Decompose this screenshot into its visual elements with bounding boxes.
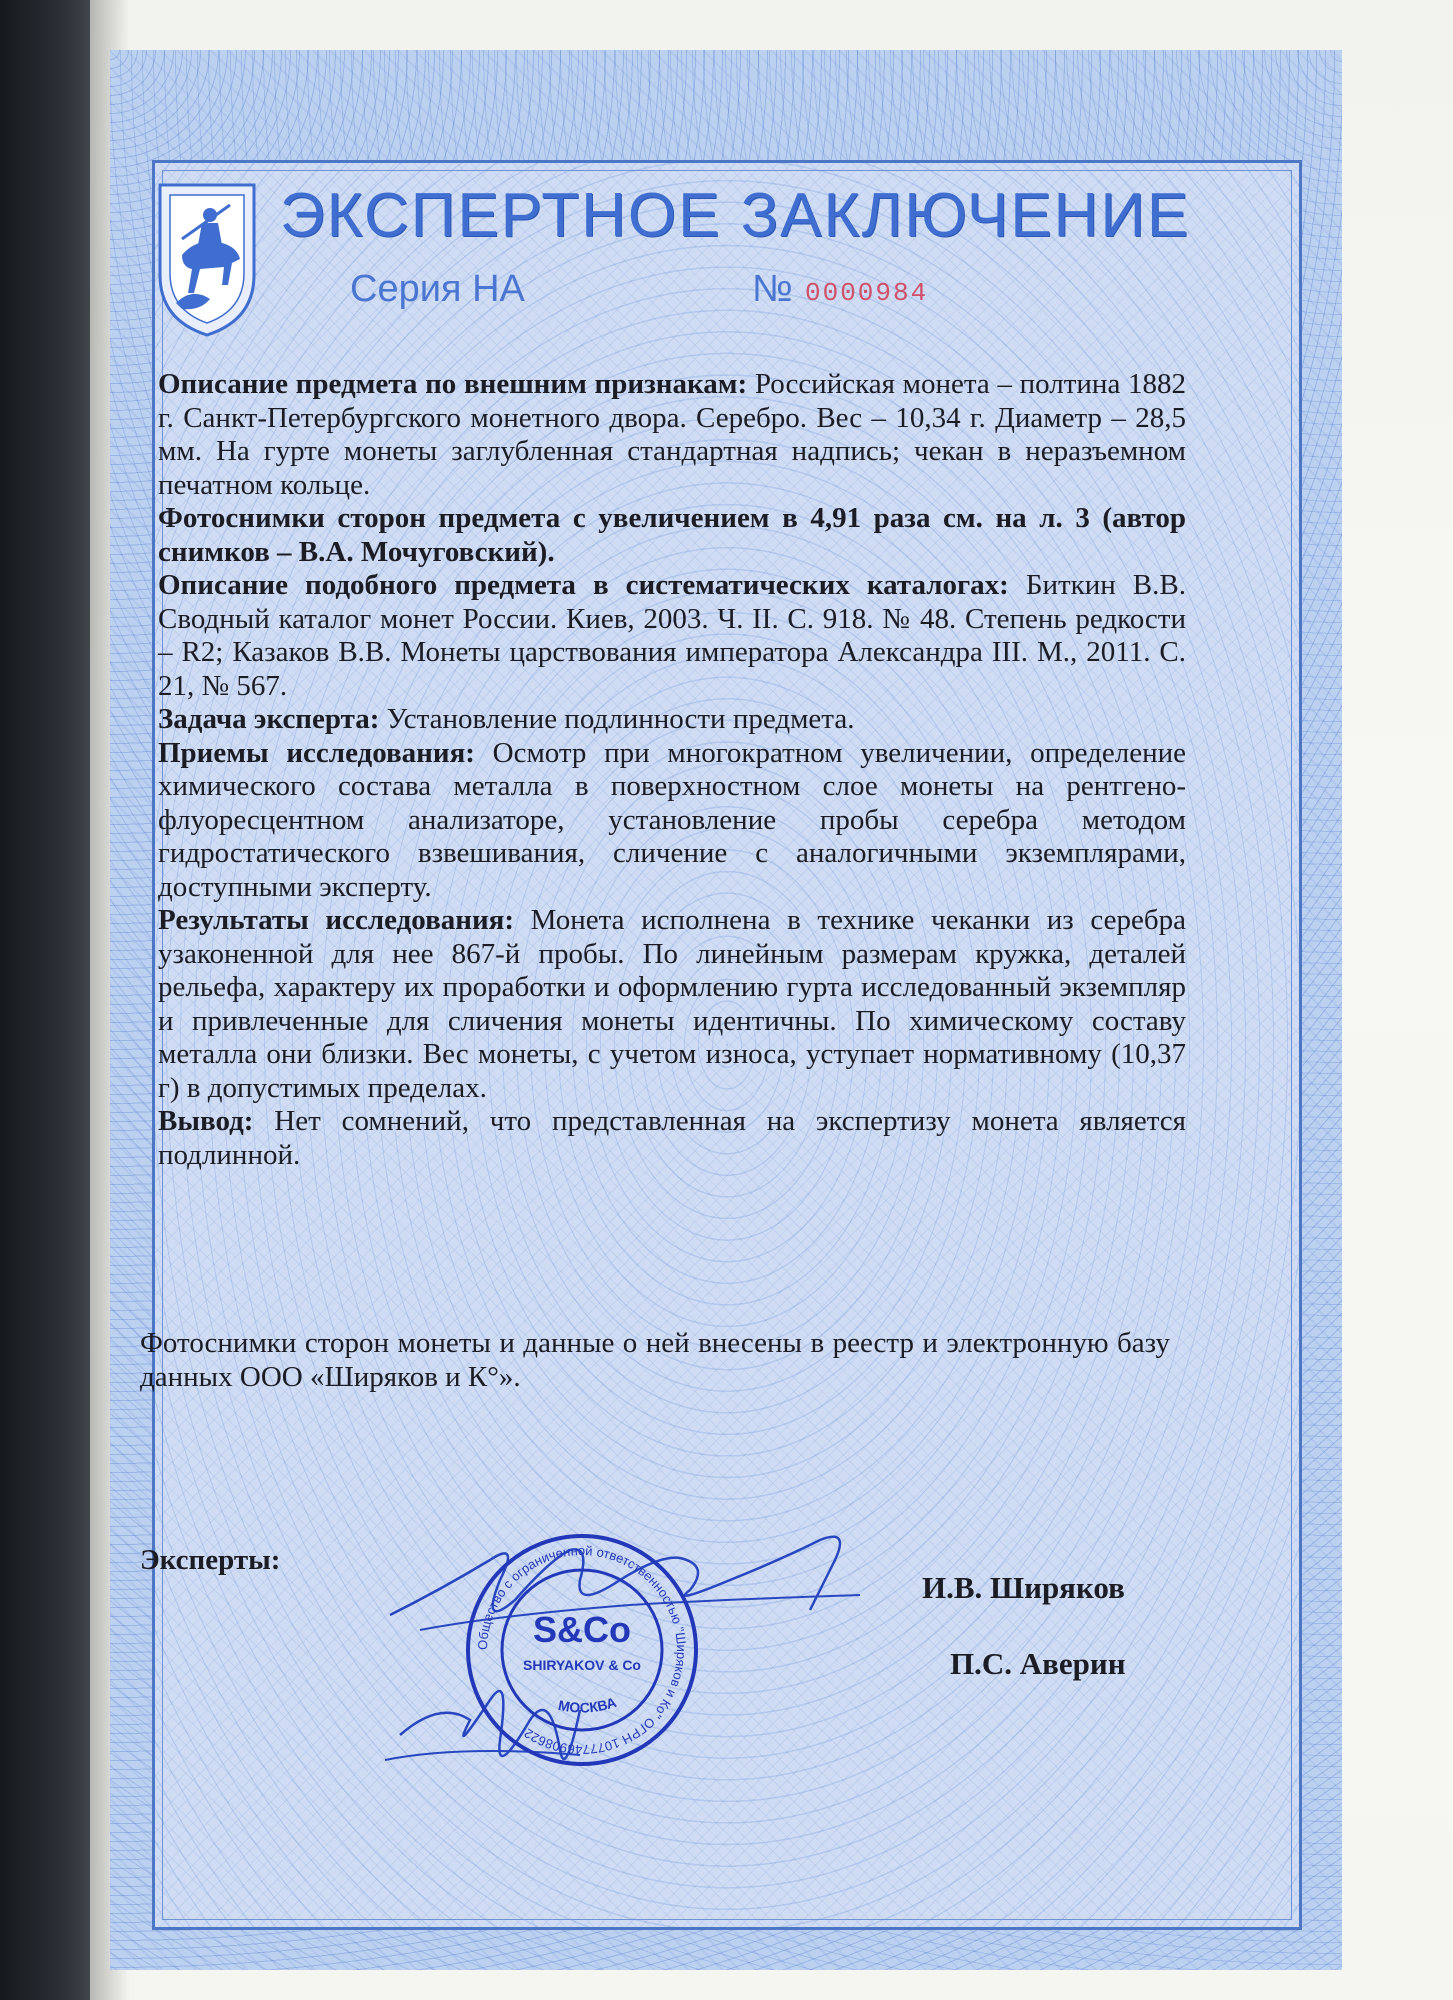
task-paragraph [158, 703, 1186, 737]
stamp-ring-text: Общество с ограниченной ответственностью "Ширяков и Ко" ОГРН 1077746908622 [474, 1542, 690, 1758]
document-title: ЭКСПЕРТНОЕ ЗАКЛЮЧЕНИЕ [280, 181, 1191, 250]
results-text: Монета исполнена в технике чеканки из серебра узаконенной для нее 867-й пробы. По линейным размерам кружка, деталей рельефа, характеру их проработки и оформлению гурта исследованный экземпляр и привлеченные для сличения монеты идентичны. По химическому составу металла они близки. Вес монеты, с учетом износа, уступает нормативному (10,37 г) в допустимых пределах. [158, 904, 1186, 1104]
stamp-company-name: SHIRYAKOV & Co [523, 1657, 641, 1673]
catalog-label: Описание подобного предмета в систематических каталогах: [158, 569, 1009, 601]
moscow-coat-of-arms-icon [152, 175, 262, 340]
task-text: Установление подлинности предмета. [386, 703, 855, 735]
document-number: 0000984 [805, 278, 929, 308]
methods-paragraph [158, 737, 1186, 905]
expert-name-2: П.С. Аверин [950, 1646, 1126, 1681]
description-text: Российская монета – полтина 1882 г. Санкт-Петербургского монетного двора. Серебро. Вес – 10,34 г. Диаметр – 28,5 мм. На гурте монеты заглубленная стандартная надпись; чекан в неразъемном печатном кольце. [158, 368, 1187, 501]
conclusion-label: Вывод: [158, 1105, 254, 1137]
expert-name-1: И.В. Ширяков [922, 1570, 1125, 1605]
task-label: Задача эксперта: [158, 703, 380, 735]
conclusion-paragraph [158, 1105, 1186, 1172]
description-label: Описание предмета по внешним признакам: [158, 368, 748, 400]
number-sign: № [752, 268, 793, 310]
stamp-city: МОСКВА [556, 1693, 619, 1716]
catalog-paragraph [158, 569, 1186, 703]
methods-label: Приемы исследования: [158, 736, 475, 769]
catalog-text: Биткин В.В. Сводный каталог монет России. Киев, 2003. Ч. II. С. 918. № 48. Степень редкости – R2; Казаков В.В. Монеты царствования императора Александра III. М., 2011. С. 21, № 567. [158, 569, 1186, 702]
results-label: Результаты исследования: [158, 904, 514, 936]
conclusion-text: Нет сомнений, что представленная на экспертизу монета является подлинной. [158, 1105, 1187, 1171]
stamp-logo: S&Co [533, 1609, 631, 1650]
description-paragraph [158, 368, 1186, 502]
photos-paragraph: Фотоснимки сторон предмета с увеличением в 4,91 раза см. на л. 3 (автор снимков – В.А. Мочуговский). [158, 502, 1186, 568]
series-label: Серия НА [350, 268, 525, 310]
results-paragraph [158, 904, 1186, 1105]
methods-text: Осмотр при многократном увеличении, определение химического состава металла в поверхностном слое монеты на рентгено-флуоресцентном анализаторе, установление пробы серебра методом гидростатического взвешивания, сличение с аналогичными экземплярами, доступными эксперту. [158, 736, 1187, 903]
expert-report-body [158, 368, 1186, 1172]
company-stamp [462, 1530, 702, 1770]
registry-note: Фотоснимки сторон монеты и данные о ней внесены в реестр и электронную базу данных ООО «Ширяков и К°». [140, 1327, 1170, 1393]
experts-label: Эксперты: [140, 1544, 281, 1576]
